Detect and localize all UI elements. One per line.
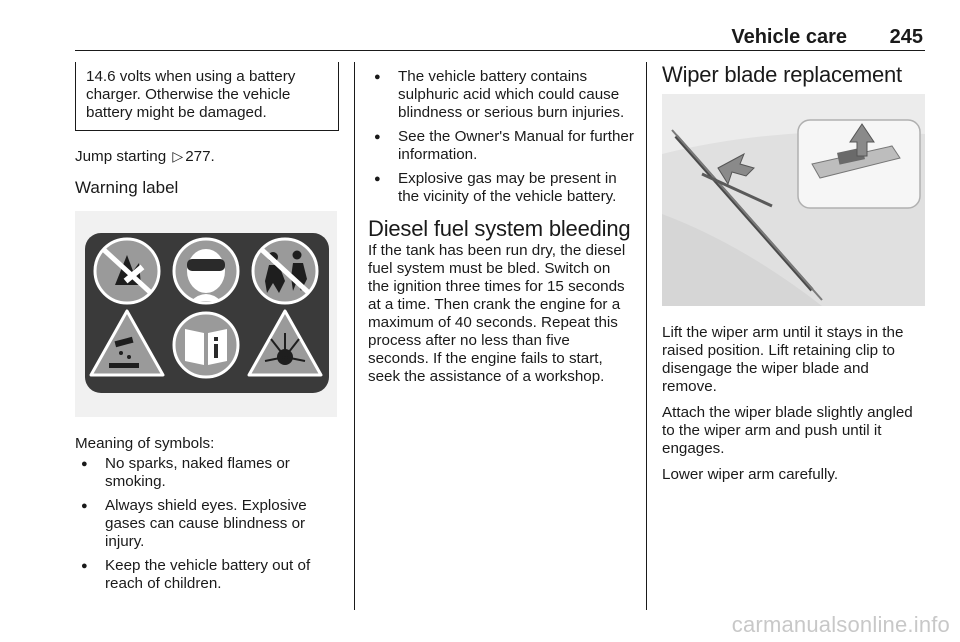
warning-label-heading: Warning label [75,178,179,197]
list-item: ● The vehicle battery contains sulphuric acid which could cause blindness or serious burn injuries. [368,68,634,122]
page-header [75,22,925,51]
page-number: 245 [889,26,923,48]
caution-note-box [75,62,339,131]
wiper-step-3: Lower wiper arm carefully. [662,466,839,483]
wiper-step-1: Lift the wiper arm until it stays in the raised position. Lift retaining clip to disengage the wiper blade and remove. [662,324,904,395]
warning-label-symbols-graphic [75,211,337,417]
diesel-bleeding-text: If the tank has been run dry, the diesel fuel system must be bled. Switch on the ignition three times for 15 seconds at a time. Then crank the engine for a maximum of 40 seconds. Repeat this process after no less than five seconds. If the engine fails to start, seek the assistance of a workshop. [368,242,626,385]
symbols-intro: Meaning of symbols: [75,435,215,452]
read-manual-icon [174,313,238,377]
list-item: ● Always shield eyes. Explosive gases can cause blindness or injury. [75,497,340,551]
jump-starting-page: 277. [185,148,215,165]
column-right [662,62,926,484]
wiper-replacement-heading: Wiper blade replacement [662,62,902,87]
column-left [75,62,340,593]
eye-protection-icon [174,239,238,303]
no-children-icon [253,239,317,303]
column-middle [368,62,634,386]
wiper-step-2: Attach the wiper blade slightly angled to the wiper arm and push until it engages. [662,404,913,457]
list-item: ● Explosive gas may be present in the vicinity of the vehicle battery. [368,170,634,206]
no-flames-icon [95,239,159,303]
jump-starting-reference[interactable] [75,147,340,166]
caution-note-text: 14.6 volts when using a battery charger. Otherwise the vehicle battery might be damaged. [86,68,296,121]
list-item: ● No sparks, naked flames or smoking. [75,455,340,491]
wiper-blade-illustration [662,94,925,306]
list-item: ● See the Owner's Manual for further information. [368,128,634,164]
diesel-bleeding-heading: Diesel fuel system bleeding [368,216,631,241]
column-divider-1 [354,62,355,610]
wiper-blade-figure [662,94,925,306]
warning-label-figure [75,211,337,417]
list-item: ● Keep the vehicle battery out of reach of children. [75,557,340,593]
section-title: Vehicle care [731,26,847,48]
symbol-meaning-list [75,455,340,593]
footer-watermark: carmanualsonline.info [731,612,950,637]
page-reference-arrow-icon: ▷ [172,148,184,164]
battery-warning-list [368,68,634,206]
jump-starting-label: Jump starting [75,148,167,165]
column-divider-2 [646,62,647,610]
